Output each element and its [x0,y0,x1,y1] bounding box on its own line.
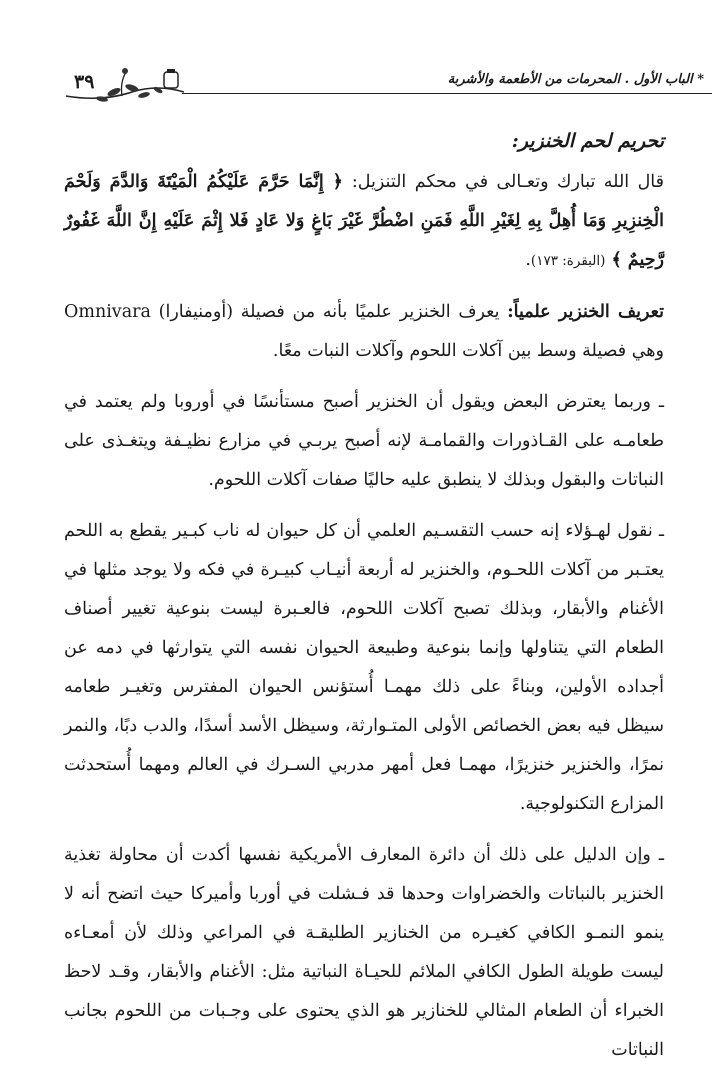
verse-intro: قال الله تبارك وتعـالى في محكم التنزيل: [351,172,665,192]
paragraph-objection: ـ وربما يعترض البعض ويقول أن الخنزير أصبح مستأنسًا في أوروبا ولم يعتمد في طعامـه على القـاذورات والقمامـة لإنه أصبح يربـي في مزارع نظيـفة ويتغـذى على النباتات والبقول وبذلك لا ينطبق عليه حاليًا صفات آكلات اللحوم. [64,392,664,490]
verse-end: . [525,250,531,270]
verse-source: (البقرة: ١٧٣) [530,253,606,269]
verse-text: ﴿ إِنَّمَا حَرَّمَ عَلَيْكُمُ الْمَيْتَةَ وَالدَّمَ وَلَحْمَ الْخِنزِيرِ وَمَا أُهِلَّ بِهِ لِغَيْرِ اللَّهِ فَمَنِ اضْطُرَّ غَيْرَ بَاغٍ وَلا عَادٍ فَلا إِثْمَ عَلَيْهِ إِنَّ اللَّهَ غَفُورٌ رَّحِيمٌ ﴾ [64,172,664,270]
section-title: تحريم لحم الخنزير: [511,130,664,152]
definition-paragraph [64,293,664,371]
page-header [62,62,712,106]
paragraph-response: ـ نقول لهـؤلاء إنه حسب التقسـيم العلمي أن كل حيوان له ناب كبـير يقطع به اللحم يعتـبر من آكلات اللحـوم، والخنزير له أربعة أنيـاب كبيـرة في فكه ولا يوجد مثلها في الأغنام والأبقار، وبذلك تصبح آكلات اللحوم، فالعـبرة ليست بنوعية تغيير أصناف الطعام التي يتناولها وإنما بنوعية وطبيعة الحيوان نفسه التي يتوارثها في دمه عن أجداده الأولين، وبناءً على ذلك مهمـا أُستؤنس الحيوان المفترس وتغيـر طعامه سيظل فيه بعض الخصائص الأولى المتـوارثة، وسيظل الأسد أسدًا، والدب دبًا، والنمر نمرًا، والخنزير خنزيرًا، مهمـا فعل أمهر مدربي السـرك في العالم ومهما أُستحدثت المزارع التكنولوجية. [64,521,664,814]
page-body [64,118,664,1082]
definition-text-continued: وهي فصيلة وسط بين آكلات اللحوم وآكلات النبات معًا. [272,341,664,361]
definition-latin-term: Omnivara [64,302,151,322]
running-head: * الباب الأول . المحرمات من الأطعمة والأشربة [447,72,704,87]
definition-label: تعريف الخنزير علمياً: [507,302,664,322]
header-rule [182,93,712,94]
definition-text: يعرف الخنزير علميًا بأنه من فصيلة (أومنيفارا) [158,302,500,322]
quran-verse-paragraph [64,163,664,281]
paragraph-evidence: ـ وإن الدليل على ذلك أن دائرة المعارف الأمريكية نفسها أكدت أن محاولة تغذية الخنزير بالنباتات والخضراوات وحدها قد فـشلت في أوربا وأميركا حيث اتضح أنه لا ينمو النمـو الكافي كغيـره من الخنازير الطليقـة في المراعي وذلك لأن أمعـاءه ليست طويلة الطول الكافي الملائم للحيـاة النباتية مثل: الأغنام والأبقار، وقـد لاحظ الخبراء أن الطعام المثالي للخنازير هو الذي يحتوى على وجـبات من اللحوم بجانب النباتات [64,845,664,1060]
page-number: ٣٩ [74,71,95,93]
